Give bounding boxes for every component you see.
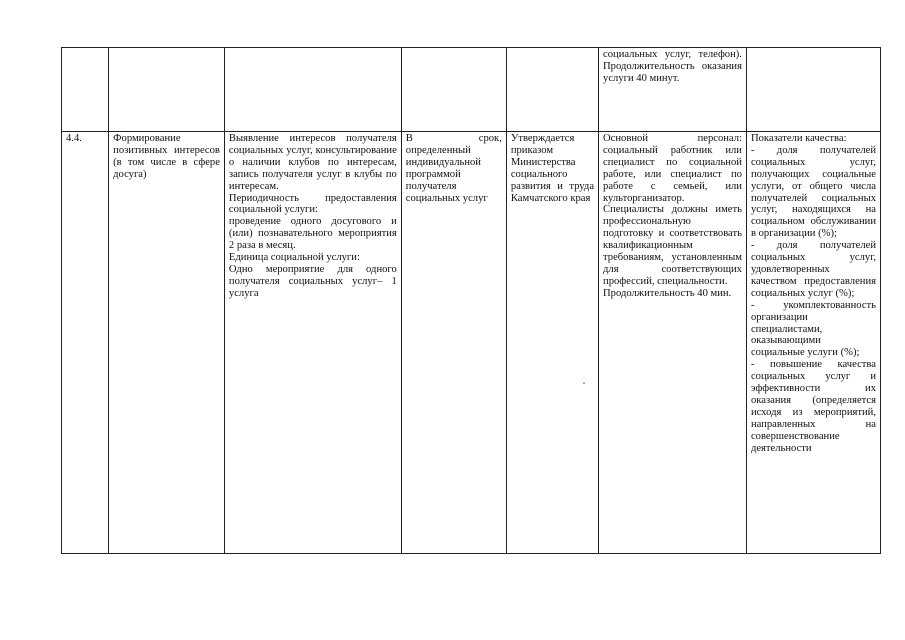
description-paragraph: Выявление интересов получателя социальных услуг, консультирование о наличии клубов по интересам, запись получателя услуг в клубы по интересам. [228,133,397,192]
cell-service-name [109,48,225,132]
cell-quality [746,48,880,132]
description-paragraph: Одно мероприятие для одного получателя социальных услуг– 1 услуга [228,263,397,299]
conditions-paragraph: Продолжительность 40 мин. [603,287,732,299]
cell-description [224,132,401,554]
cell-quality [746,132,880,554]
quality-paragraph: - повышение качества социальных услуг и эффективности их оказания (определяется исходя из мероприятий, направленных на совершенствование деятельности [750,359,876,454]
services-table [61,47,881,554]
quality-paragraph: - доля получателей социальных услуг, удовлетворенных качеством предоставления социальных услуг (%); [750,240,876,299]
cell-conditions [599,132,747,554]
table-row-continuation [62,48,881,132]
cell-tariff [506,48,598,132]
quality-paragraph: - укомплектованность организации специалистами, оказывающими социальные услуги (%); [750,299,876,359]
quality-paragraph: Показатели качества: [750,133,847,144]
cell-number: 4.4. [62,132,109,554]
cell-deadline: В срок, определенный индивидуальной программой получателя социальных услуг [401,132,506,554]
quality-paragraph: - доля получателей социальных услуг, получающих социальные услуги, от общего числа получателей социальных услуг, находящихся на социальном обслуживании в организации (%); [750,144,876,240]
cell-tariff: Утверждается приказом Министерства социального развития и труда Камчатского края [506,132,598,554]
cell-conditions: социальных услуг, телефон). Продолжительность оказания услуги 40 минут. [599,48,747,132]
table-row-4-4 [62,132,881,554]
description-paragraph: Единица социальной услуги: [228,252,360,264]
description-paragraph: Периодичность предоставления социальной услуги: [228,192,397,216]
scan-speck [583,382,585,384]
conditions-paragraph: Основной персонал: социальный работник или специалист по социальной работе, или специалист по работе с семьей, или культорганизатор. [603,133,742,204]
cell-deadline [401,48,506,132]
description-paragraph: проведение одного досугового и (или) познавательного мероприятия 2 раза в месяц. [228,216,397,252]
cell-number [62,48,109,132]
cell-service-name: Формирование позитивных интересов (в том числе в сфере досуга) [109,132,225,554]
cell-description [224,48,401,132]
conditions-paragraph: Специалисты должны иметь профессиональную подготовку и соответствовать квалификационным требованиям, установленным для соответствующих профессий, специальности. [603,204,742,287]
